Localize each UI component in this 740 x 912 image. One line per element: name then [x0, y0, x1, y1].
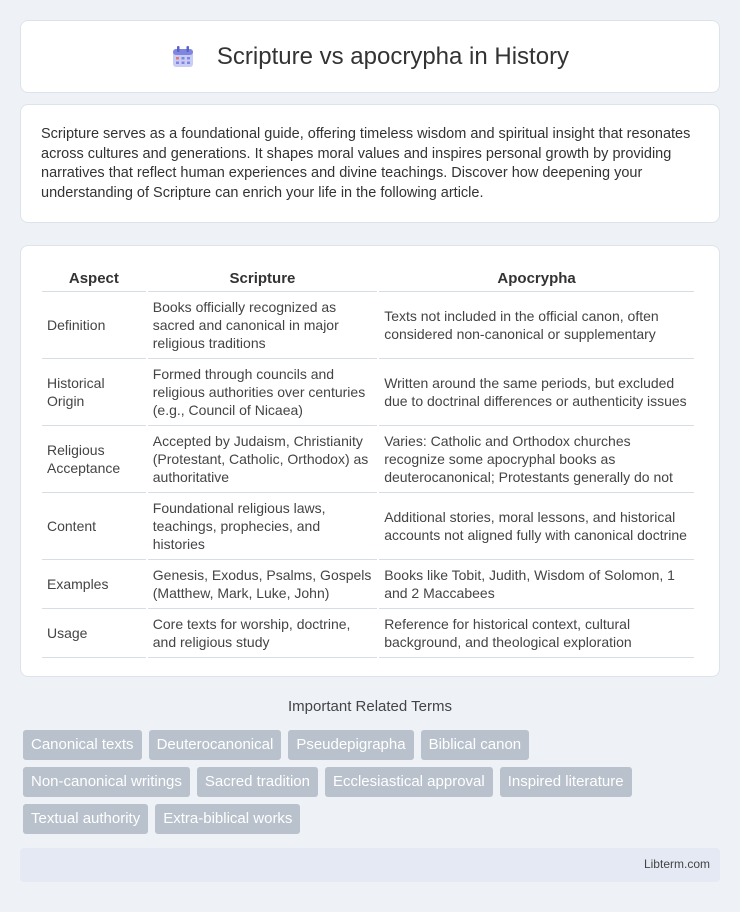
footer	[20, 848, 720, 882]
header-card	[20, 20, 720, 93]
cell-scripture: Formed through councils and religious authorities over centuries (e.g., Council of Nicaea)	[148, 359, 377, 426]
tag-row	[23, 804, 723, 834]
cell-apocrypha: Texts not included in the official canon, often considered non-canonical or supplementary	[379, 292, 694, 359]
cell-apocrypha: Additional stories, moral lessons, and historical accounts not aligned fully with canonical doctrine	[379, 493, 694, 560]
cell-scripture: Books officially recognized as sacred and canonical in major religious traditions	[148, 292, 377, 359]
header-aspect: Aspect	[42, 266, 146, 292]
cell-scripture: Core texts for worship, doctrine, and religious study	[148, 609, 377, 658]
tag-row	[23, 730, 723, 760]
cell-aspect: Definition	[42, 292, 146, 359]
calendar-icon	[171, 45, 195, 69]
comparison-table	[40, 266, 696, 658]
cell-apocrypha: Written around the same periods, but excluded due to doctrinal differences or authenticity issues	[379, 359, 694, 426]
related-terms-title: Important Related Terms	[288, 698, 452, 715]
cell-apocrypha: Varies: Catholic and Orthodox churches recognize some apocryphal books as deuterocanonical; Protestants generally do not	[379, 426, 694, 493]
tag-textual-authority[interactable]: Textual authority	[23, 804, 148, 834]
cell-aspect: Content	[42, 493, 146, 560]
cell-apocrypha: Reference for historical context, cultural background, and theological exploration	[379, 609, 694, 658]
cell-aspect: Examples	[42, 560, 146, 609]
table-row	[42, 426, 694, 493]
cell-apocrypha: Books like Tobit, Judith, Wisdom of Solomon, 1 and 2 Maccabees	[379, 560, 694, 609]
intro-paragraph: Scripture serves as a foundational guide, offering timeless wisdom and spiritual insight that resonates across cultures and generations. It shapes moral values and inspires personal growth by providing narratives that reflect human experiences and divine teachings. Discover how deepening your understanding of Scripture can enrich your life in the following article.	[41, 126, 691, 201]
tag-non-canonical-writings[interactable]: Non-canonical writings	[23, 767, 190, 797]
page-title: Scripture vs apocrypha in History	[216, 42, 570, 70]
comparison-table-card	[20, 245, 720, 677]
tag-biblical-canon[interactable]: Biblical canon	[421, 730, 530, 760]
related-terms-tags	[23, 730, 723, 841]
tag-ecclesiastical-approval[interactable]: Ecclesiastical approval	[325, 767, 493, 797]
tag-deuterocanonical[interactable]: Deuterocanonical	[149, 730, 282, 760]
table-row	[42, 493, 694, 560]
tag-canonical-texts[interactable]: Canonical texts	[23, 730, 142, 760]
tag-inspired-literature[interactable]: Inspired literature	[500, 767, 632, 797]
cell-scripture: Genesis, Exodus, Psalms, Gospels (Matthew, Mark, Luke, John)	[148, 560, 377, 609]
tag-sacred-tradition[interactable]: Sacred tradition	[197, 767, 318, 797]
cell-aspect: Historical Origin	[42, 359, 146, 426]
cell-scripture: Accepted by Judaism, Christianity (Protestant, Catholic, Orthodox) as authoritative	[148, 426, 377, 493]
table-row	[42, 359, 694, 426]
table-row	[42, 609, 694, 658]
cell-aspect: Religious Acceptance	[42, 426, 146, 493]
table-row	[42, 292, 694, 359]
cell-aspect: Usage	[42, 609, 146, 658]
cell-scripture: Foundational religious laws, teachings, prophecies, and histories	[148, 493, 377, 560]
tag-row	[23, 767, 723, 797]
table-header-row	[42, 266, 694, 292]
footer-site-link[interactable]: Libterm.com	[643, 857, 710, 871]
header-apocrypha: Apocrypha	[379, 266, 694, 292]
table-row	[42, 560, 694, 609]
tag-pseudepigrapha[interactable]: Pseudepigrapha	[288, 730, 413, 760]
header-scripture: Scripture	[148, 266, 377, 292]
intro-card	[20, 104, 720, 223]
tag-extra-biblical-works[interactable]: Extra-biblical works	[155, 804, 300, 834]
